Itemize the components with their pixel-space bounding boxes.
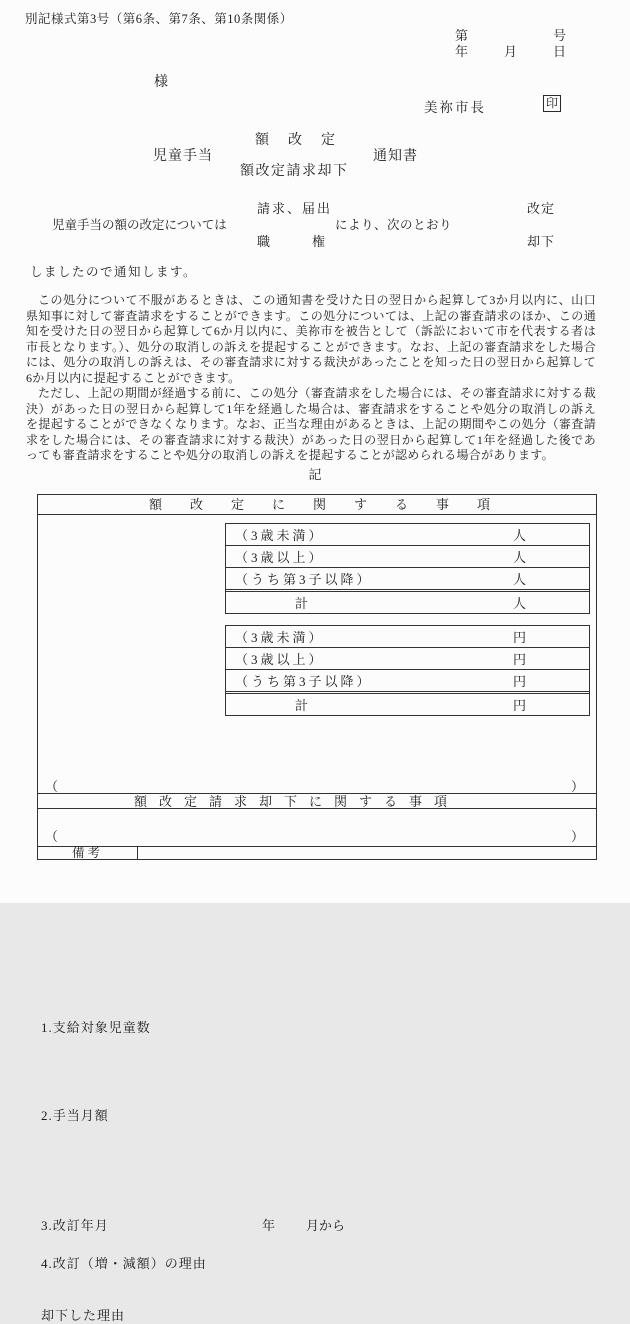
date-year-label: 年 [455, 44, 469, 59]
remarks-label: 備考 [38, 847, 138, 860]
appeal-notice [26, 293, 596, 464]
title-prefix: 児童手当 [153, 149, 213, 164]
issuer-name: 美祢市長 [424, 100, 486, 115]
table-row [226, 568, 589, 589]
table-row-total [226, 589, 589, 613]
item3-year-label: 年 [262, 1218, 276, 1233]
item2-label: 2.手当月額 [41, 1108, 109, 1123]
paren-open: （ [45, 779, 59, 794]
item3-label: 3.改訂年月 [41, 1218, 109, 1233]
row-unit: 円 [513, 698, 527, 713]
item3-month-from-label: 月から [306, 1218, 346, 1233]
row-unit: 円 [513, 674, 527, 689]
row-label: （うち第3子以降） [235, 572, 373, 587]
item4-label: 4.改訂（増・減額）の理由 [41, 1256, 207, 1271]
inner-table-monthly-amount [225, 625, 590, 716]
row-unit: 円 [513, 652, 527, 667]
date-line [455, 41, 566, 60]
notice-paragraph-1: この処分について不服があるときは、この通知書を受けた日の翌日から起算して3か月以内に、山口県知事に対して審査請求をすることができます。この処分については、上記の審査請求のほか、この通知を受けた日の翌日から起算して6か月以内に、美祢市を被告として（訴訟において市を代表する者は市長となります。）、処分の取消しの訴えを提起することができます。なお、上記の審査請求をした場合には、処分の取消しの訴えは、その審査請求に対する裁決があったことを知った日の翌日から起算して6か月以内に提起することができます。 [26, 293, 596, 385]
main-table [37, 494, 597, 1323]
row-label: （3歳未満） [235, 528, 325, 543]
row-label: 計 [295, 596, 312, 611]
title-option-amount-revision: 額改定 [255, 133, 354, 148]
row-label: （3歳以上） [235, 550, 325, 565]
issuer-seal-mark: 印 [543, 95, 561, 112]
statement-middle: により、次のとおり [335, 218, 453, 232]
date-month-label: 月 [503, 44, 517, 59]
row-unit: 円 [513, 630, 527, 645]
table-row-total [226, 691, 589, 715]
statement-basis-request: 請求、届出 [257, 201, 333, 216]
inner-table-children-count [225, 523, 590, 614]
statement-basis-authority: 職権 [257, 234, 325, 249]
rejection-reason-label: 却下した理由 [41, 1308, 126, 1323]
row-label: （うち第3子以降） [235, 674, 373, 689]
rejection-paren-line [38, 826, 596, 844]
doc-number-suffix: 号 [552, 28, 566, 43]
doc-number-prefix: 第 [455, 28, 469, 43]
title-option-revision-rejection: 額改定請求却下 [240, 164, 349, 179]
row-unit: 人 [513, 528, 527, 543]
paren-close: ） [570, 779, 584, 794]
item4-paren-line [38, 776, 596, 794]
date-day-label: 日 [552, 44, 566, 59]
paren-close: ） [570, 829, 584, 844]
section1-header: 額改定に関する事項 [38, 495, 596, 515]
item3-row [38, 1215, 596, 1231]
row-label: 計 [295, 698, 312, 713]
table-row [226, 648, 589, 670]
ki-heading: 記 [308, 467, 322, 482]
title-suffix: 通知書 [373, 149, 418, 164]
remarks-row [38, 846, 596, 860]
paren-open: （ [45, 829, 59, 844]
statement-closing: しましたので通知します。 [30, 265, 198, 279]
item1-label: 1.支給対象児童数 [41, 1020, 151, 1035]
statement-result-revised: 改定 [527, 201, 556, 216]
statement-result-rejected: 却下 [527, 234, 556, 249]
addressee-honorific: 様 [154, 75, 168, 90]
table-row [226, 626, 589, 648]
table-row [226, 524, 589, 546]
table-row [226, 670, 589, 691]
row-label: （3歳以上） [235, 652, 325, 667]
row-unit: 人 [513, 596, 527, 611]
notice-paragraph-2: ただし、上記の期間が経過する前に、この処分（審査請求をした場合には、その審査請求に対する裁決）があった日の翌日から起算して1年を経過した場合は、審査請求をすることや処分の取消しの訴えを提起することができなくなります。なお、正当な理由があるときは、上記の期間やこの処分（審査請求をした場合には、その審査請求に対する裁決）があった日の翌日から起算して1年を経過した後であっても審査請求をすることや処分の取消しの訴えを提起することが認められる場合があります。 [26, 386, 596, 462]
table-row [226, 546, 589, 568]
form-number: 別記様式第3号（第6条、第7条、第10条関係） [25, 12, 293, 26]
statement-lead: 児童手当の額の改定については [52, 218, 227, 232]
remarks-value-cell [138, 847, 596, 860]
section2-header: 額改定請求却下に関する事項 [38, 793, 596, 809]
row-unit: 人 [513, 572, 527, 587]
row-unit: 人 [513, 550, 527, 565]
row-label: （3歳未満） [235, 630, 325, 645]
